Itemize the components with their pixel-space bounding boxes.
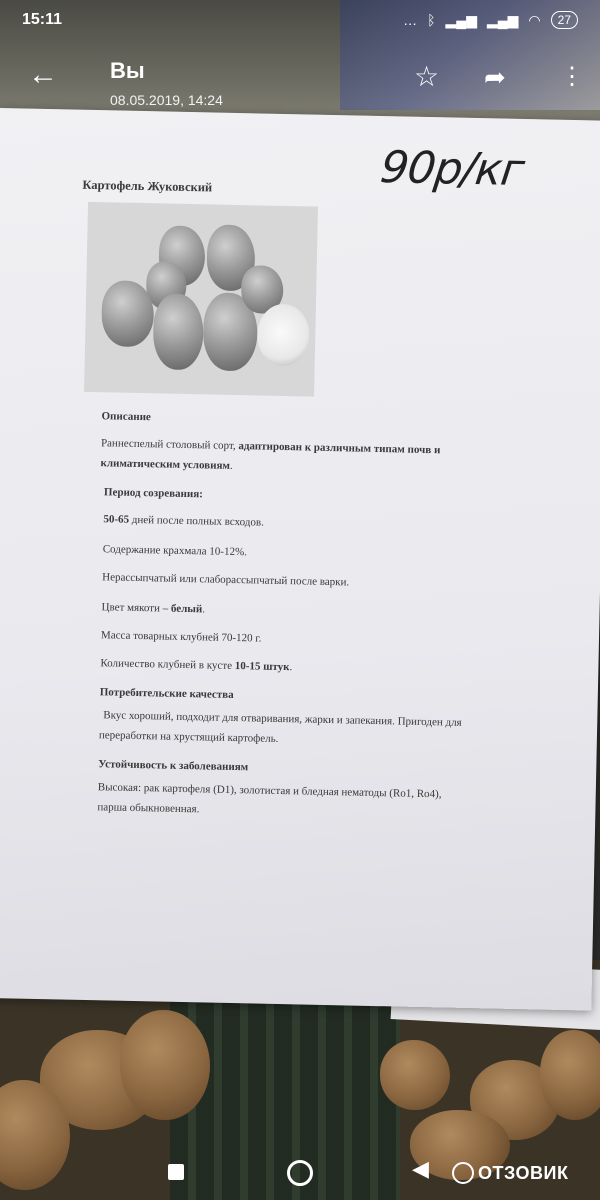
signal-icon: ▂▄▆ [486, 11, 519, 28]
document-title: Картофель Жуковский [82, 177, 213, 195]
more-options-icon[interactable]: ⋮ [560, 63, 584, 90]
sender-name: Вы [110, 58, 145, 83]
watermark [452, 1162, 568, 1184]
section-heading-resistance: Устойчивость к заболеваниям [98, 758, 249, 774]
section-heading-ripening: Период созревания: [103, 486, 204, 501]
battery-icon: 27 [551, 11, 578, 29]
home-icon[interactable] [287, 1160, 313, 1186]
weight-text: Масса товарных клубней 70-120 г. [100, 629, 262, 645]
description-line-2: климатическим условиям. [100, 457, 233, 472]
flesh-color-text: Цвет мякоти – белый. [101, 601, 206, 616]
boil-text: Нерассыпчатый или слаборассыпчатый после варки. [102, 571, 350, 589]
section-heading-consumer: Потребительские качества [99, 686, 234, 702]
starch-text: Содержание крахмала 10-12%. [102, 543, 248, 559]
back-arrow-icon[interactable]: ← [28, 58, 58, 91]
section-heading-description: Описание [101, 410, 151, 424]
ripening-text: 50-65 дней после полных всходов. [103, 513, 265, 529]
tuber-count-text: Количество клубней в кусте 10-15 штук. [100, 657, 293, 674]
wifi-icon: ◠ [528, 11, 541, 28]
potato-photo [84, 202, 318, 397]
real-potato [380, 1040, 450, 1110]
nav-back-icon[interactable]: ◀ [412, 1156, 429, 1181]
bluetooth-icon: ᛒ [427, 12, 436, 28]
taste-line-2: переработки на хрустящий картофель. [98, 729, 279, 745]
resistance-line-1: Высокая: рак картофеля (D1), золотистая и бледная нематоды (Ro1, Ro4), [97, 781, 442, 801]
taste-line-1: Вкус хороший, подходит для отваривания, жарки и запекания. Пригоден для [103, 709, 462, 729]
handwritten-price: 90р/кг [377, 142, 527, 196]
recent-apps-icon[interactable] [168, 1164, 184, 1180]
star-icon[interactable]: ☆ [414, 61, 440, 92]
share-icon[interactable]: ➦ [484, 62, 506, 92]
viewer-app-bar [0, 44, 600, 112]
navigation-bar [0, 1148, 600, 1200]
real-potato [540, 1030, 600, 1120]
chat-icon: … [403, 12, 418, 28]
potato [153, 293, 205, 370]
real-potato [120, 1010, 210, 1120]
resistance-line-2: парша обыкновенная. [97, 801, 200, 816]
message-date: 08.05.2019, 14:24 [110, 92, 223, 108]
clock: 15:11 [22, 11, 63, 28]
watermark-text: ОТЗОВИК [478, 1162, 569, 1183]
status-icons [403, 11, 578, 29]
status-bar [0, 0, 600, 44]
signal-icon: ▂▄▆ [445, 11, 477, 28]
description-line-1: Раннеспелый столовый сорт, адаптирован к различным типам почв и [100, 437, 441, 457]
cut-potato [257, 303, 310, 366]
watermark-logo-icon [452, 1162, 474, 1184]
document-paper [0, 108, 600, 1011]
